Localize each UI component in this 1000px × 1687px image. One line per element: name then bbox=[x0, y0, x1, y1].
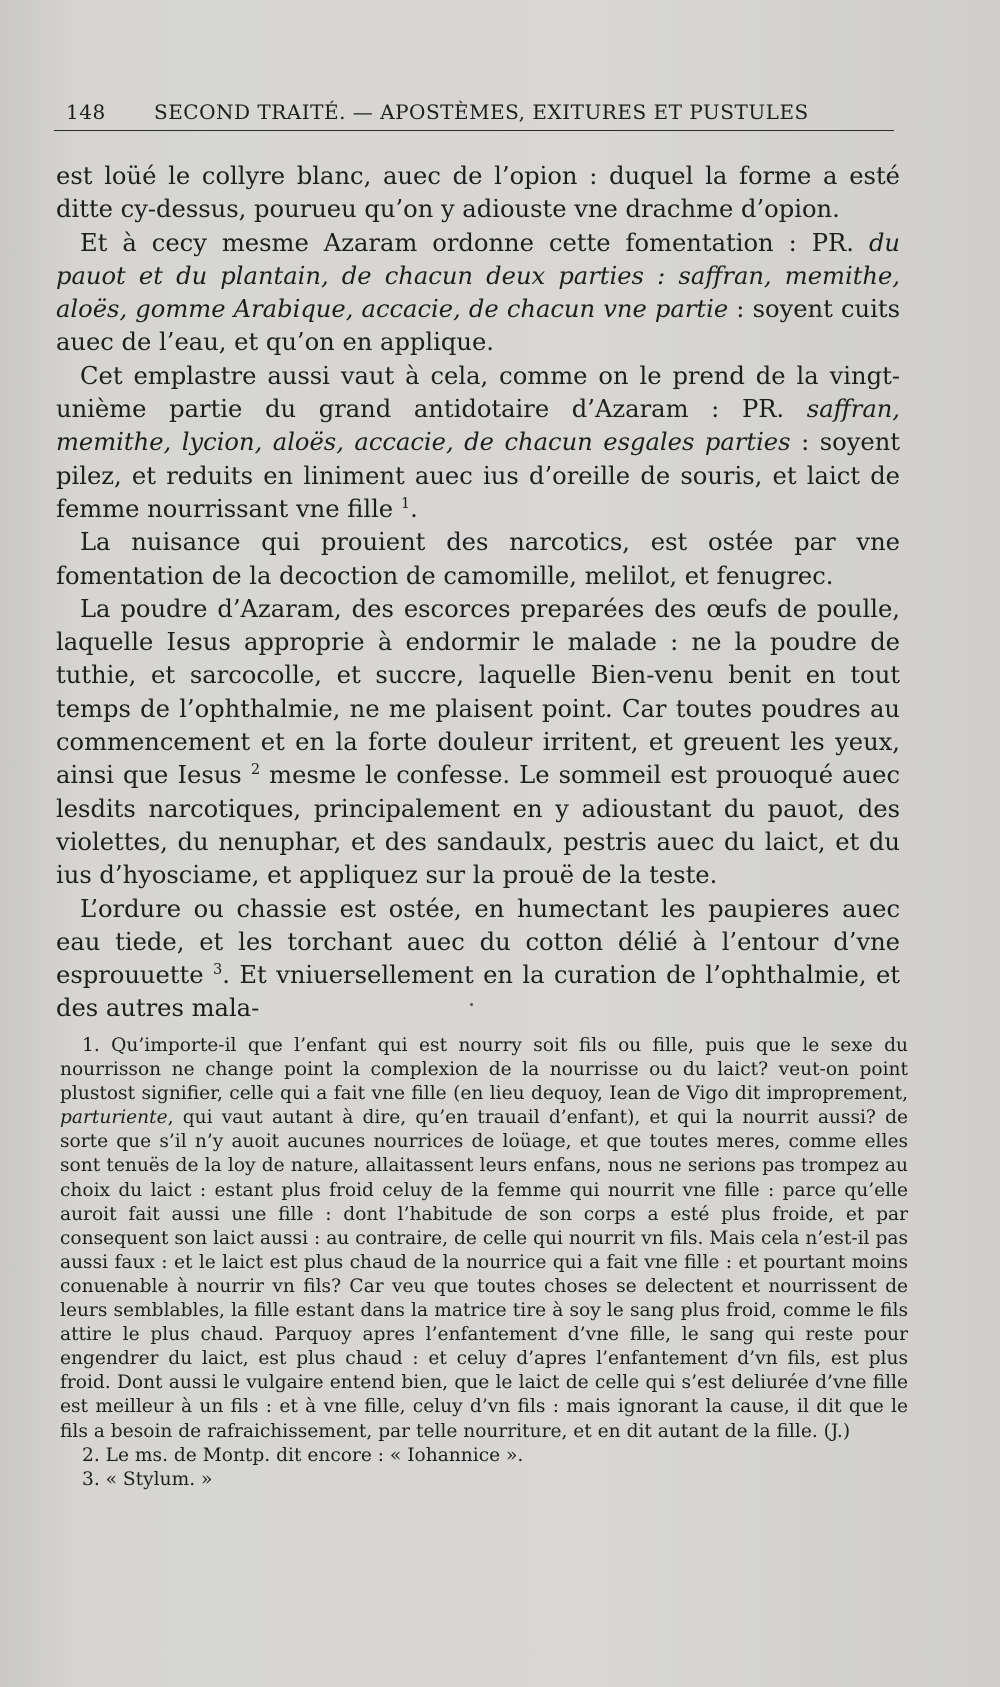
footnote-ref-3[interactable]: 3 bbox=[213, 962, 223, 979]
footnote-ref-2[interactable]: 2 bbox=[250, 762, 261, 779]
recipe-italic: du pauot et du plantain, de chacun deux parties : saffran, memithe, aloës, gomme Arabique, accacie, de chacun vne partie bbox=[56, 228, 900, 324]
page-number: 148 bbox=[66, 100, 106, 124]
paragraph-5: La poudre d’Azaram, des escorces preparées des œufs de poulle, laquelle Iesus approprie à endormir le malade : ne la poudre de tuthie, et sarcocolle, et succre, laquelle Bien-venu benit en tout temps de l’ophthalmie, ne me plaisent point. Car toutes poudres au commencement et en la forte douleur irritent, et greuent les yeux, ainsi que Iesus $^2$ mesme le confesse. Le sommeil est prouoqué auec lesdits narcotiques, principalement en y adioustant du pauot, des violettes, du nenuphar, et des sandaulx, pestris auec du laict, et du ius d’hyosciame, et appliquez sur la prouë de la teste. bbox=[56, 594, 900, 890]
paragraph-1: est loüé le collyre blanc, auec de l’opion : duquel la forme a esté ditte cy-dessus, pourueu qu’on y adiouste vne drachme d’opion. bbox=[56, 162, 900, 224]
footnote-1: 1. Qu’importe-il que l’enfant qui est nourry soit fils ou fille, puis que le sexe du nourrisson ne change point la complexion de la nourrisse ou du laict? veut-on point plustost signifier, celle qui a fait vne fille (en lieu dequoy, Iean de Vigo dit improprement, parturiente, qui vaut autant à dire, qu’en trauail d’enfant), et qui la nourrit aussi? de sorte que s’il n’y auoit aucunes nourrices de loüage, et que toutes meres, comme elles sont tenuës de la loy de nature, allaitassent leurs enfans, nous ne serions pas trompez au choix du laict : estant plus froid celuy de la femme qui nourrit vne fille : parce qu’elle auroit fait aussi une fille : dont l’habitude de son corps a esté plus froide, et par consequent son laict aussi : au contraire, de celle qui nourrit vn fils. Mais cela n’est-il pas aussi faux : et le laict est plus chaud de la nourrice qui a fait vne fille : et pourtant moins conuenable à nourrir vn fils? Car veu que toutes choses se delectent et nourrissent de leurs semblables, la fille estant dans la matrice tire à soy le sang plus froid, comme le fils attire le plus chaud. Parquoy apres l’enfantement d’vne fille, le sang qui reste pour engendrer du laict, est plus chaud : et celuy d’apres l’enfantement d’vn fils, est plus froid. Dont aussi le vulgaire entend bien, que le laict de celle qui s’est deliurée d’vne fille est meilleur à un fils : et à vne fille, celuy d’vn fils : mais ignorant la cause, il dit que le fils a besoin de rafraichissement, par telle nourriture, et en dit autant de la fille. (J.) bbox=[60, 1035, 908, 1442]
paragraph-2: Et à cecy mesme Azaram ordonne cette fomentation : PR. du pauot et du plantain, de chacun deux parties : saffran, memithe, aloës, gomme Arabique, accacie, de chacun vne partie : soyent cuits auec de l’eau, et qu’on en applique. bbox=[56, 228, 900, 357]
running-title: SECOND TRAITÉ. — APOSTÈMES, EXITURES ET PUSTULES bbox=[154, 100, 809, 124]
footnote-2: 2. Le ms. de Montp. dit encore : « Iohannice ». bbox=[82, 1444, 524, 1466]
footnote-italic: parturiente bbox=[60, 1107, 168, 1129]
recipe-italic: saffran, memithe, lycion, aloës, accacie, de chacun esgales parties bbox=[56, 395, 900, 457]
running-header bbox=[66, 100, 896, 124]
separator-mark bbox=[470, 1003, 473, 1006]
footnote-ref-1[interactable]: 1 bbox=[400, 495, 411, 512]
footnote-3: 3. « Stylum. » bbox=[82, 1468, 213, 1490]
main-text bbox=[56, 160, 900, 1026]
paragraph-3: Cet emplastre aussi vaut à cela, comme on le prend de la vingt-unième partie du grand antidotaire d’Azaram : PR. saffran, memithe, lycion, aloës, accacie, de chacun esgales parties : soyent pilez, et reduits en liniment auec ius d’oreille de souris, et laict de femme nourrissant vne fille $^1$. bbox=[56, 361, 900, 523]
paragraph-4: La nuisance qui prouient des narcotics, est ostée par vne fomentation de la decoction de camomille, melilot, et fenugrec. bbox=[56, 528, 900, 590]
header-rule bbox=[54, 130, 894, 131]
paragraph-6: L’ordure ou chassie est ostée, en humectant les paupieres auec eau tiede, et les torchant auec du cotton délié à l’entour d’vne esprouuette $^3$. Et vniuersellement en la curation de l’ophthalmie, et des autres mala- bbox=[56, 894, 901, 1023]
footnotes bbox=[60, 1034, 908, 1492]
